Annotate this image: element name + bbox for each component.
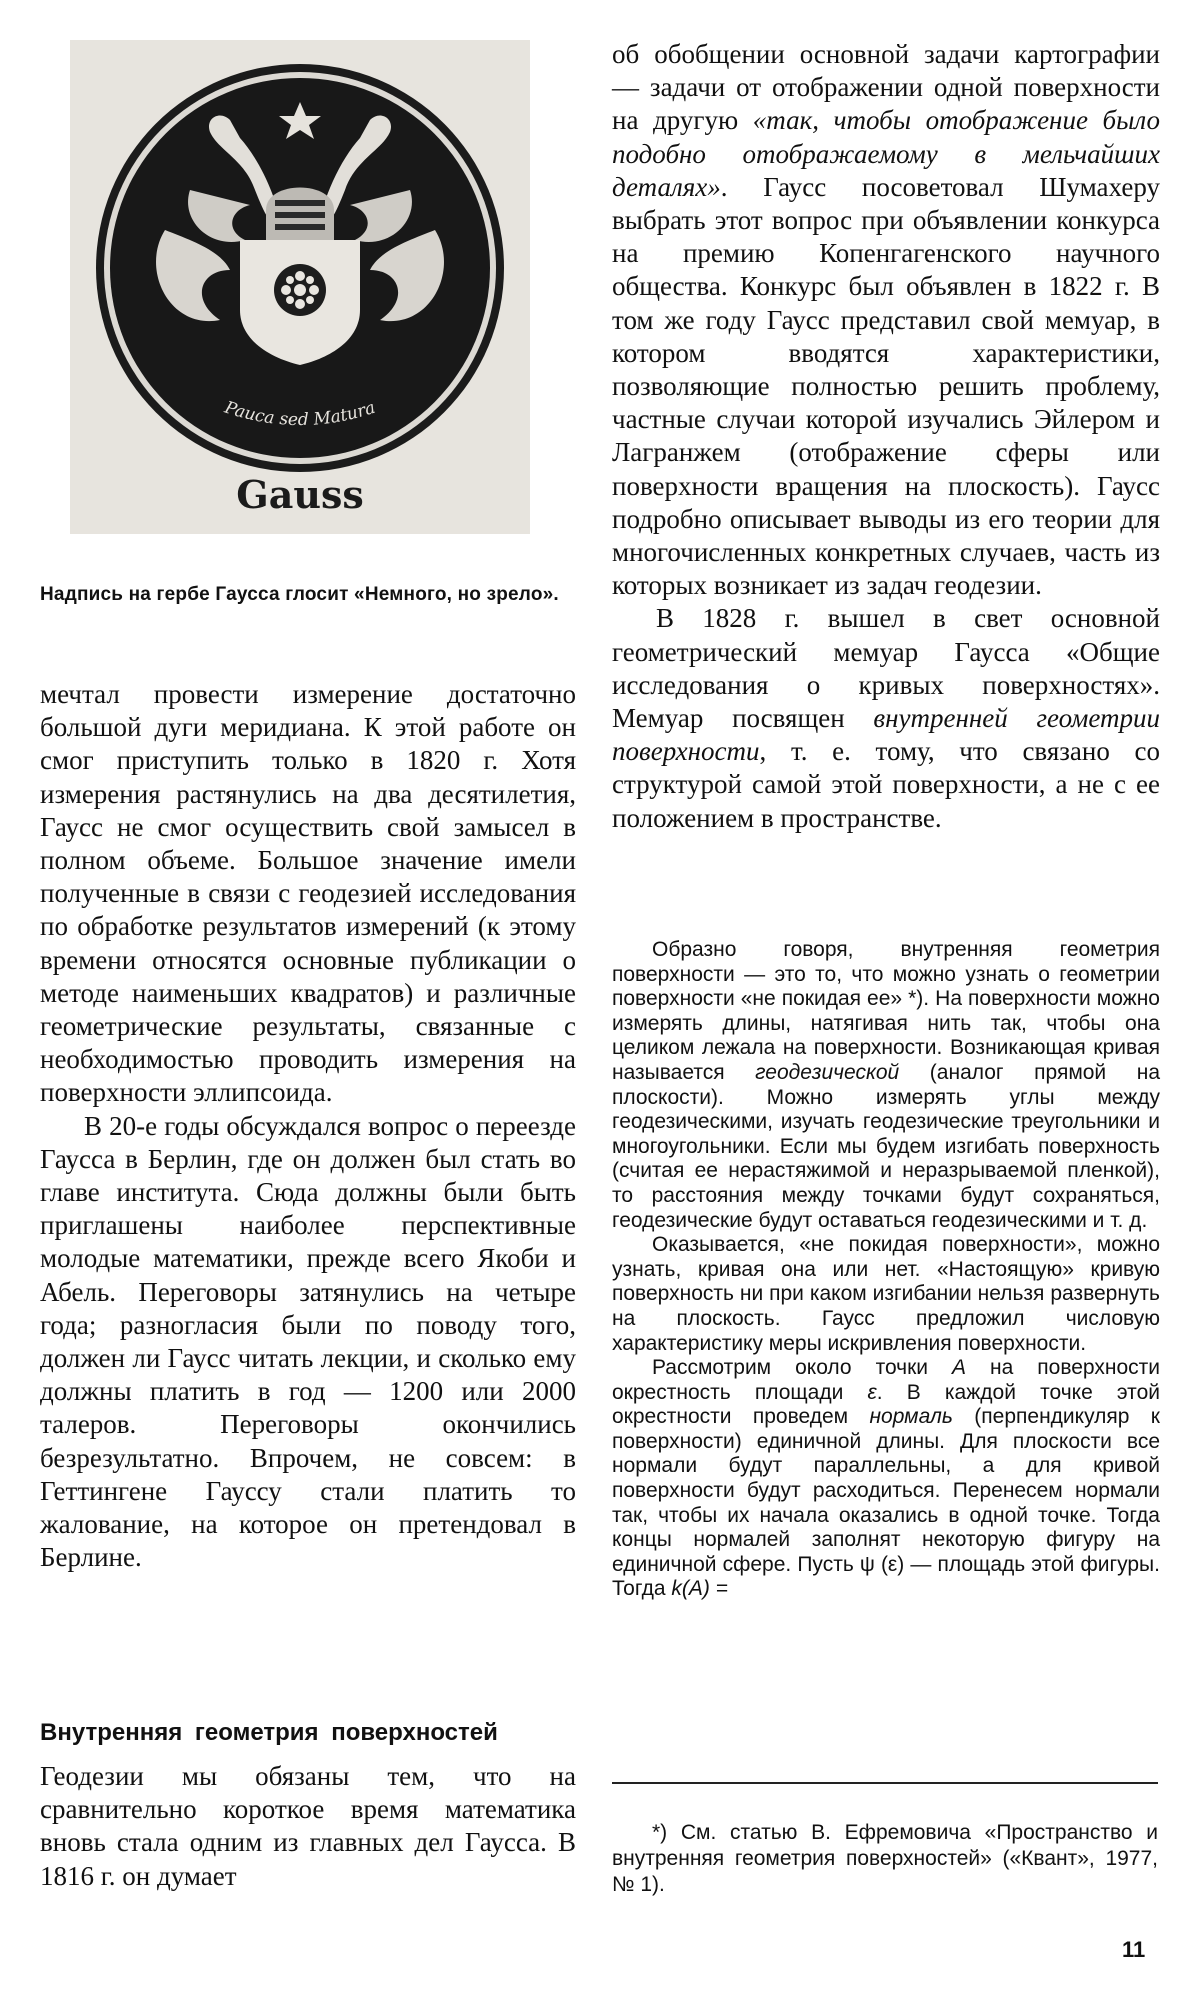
- page-number: 11: [1122, 1937, 1146, 1962]
- footnote-text: *) См. статью В. Ефремовича «Пространство и внутренняя геометрия поверхностей» («Квант», 1977, № 1).: [612, 1821, 1158, 1896]
- right-p1-start: об обобщении основной задачи картографии — задачи от отображении одной поверхности на другую: [612, 39, 1160, 136]
- small-paragraph-2: Оказывается, «не покидая поверхности», можно узнать, кривая она или нет. «Настоящую» кривую поверхность ни при каком изгибании нельзя развернуть на плоскость. Гаусс предложил числовую характеристику меры искривления поверхности.: [612, 1233, 1160, 1355]
- right-paragraph-2: [612, 602, 1160, 834]
- small-p3-b: на поверхности окрестность площади: [612, 1356, 1160, 1404]
- right-paragraph-1: [612, 38, 1160, 602]
- small-p3-eps: ε: [867, 1380, 877, 1404]
- coat-of-arms-image: [70, 40, 530, 534]
- right-column-small-text: [612, 938, 1160, 1602]
- right-p2-start: В 1828 г. вышел в свет основной геометрический мемуар Гаусса «Общие исследования о кривых поверхностях». Мемуар посвящен: [612, 603, 1160, 734]
- right-column-text: [612, 38, 1160, 835]
- footnote-divider: [612, 1782, 1158, 1784]
- left-paragraph-2: В 20-е годы обсуждался вопрос о переезде Гаусса в Берлин, где он должен был стать во главе института. Сюда должны были быть приглашены наиболее перспективные молодые математики, прежде всего Якоби и Абель. Переговоры затянулись на четыре года; разногласия были по поводу того, должен ли Гаусс читать лекции, и сколько ему должны платить в год — 1200 или 2000 талеров. Переговоры окончились безрезультатно. Впрочем, не совсем: в Геттингене Гауссу стали платить то жалование, на которое он претендовал в Берлине.: [40, 1110, 576, 1573]
- right-p2-term: внутренней геометрии поверхности: [612, 703, 1160, 767]
- left-paragraph-3: Геодезии мы обязаны тем, что на сравнительно короткое время математика вновь стала одним из главных дел Гаусса. В 1816 г. он думает: [40, 1761, 576, 1891]
- small-p1-rest: (аналог прямой на плоскости). Можно измерять углы между геодезическими, изучать геодезические треугольники и многоугольники. Если мы будем изгибать поверхность (считая ее нерастяжимой и неразрываемой пленкой), то расстояния между точками будут сохраняться, геодезические будут оставаться геодезическими и т. д.: [612, 1060, 1161, 1232]
- gauss-signature: Gauss: [236, 472, 364, 517]
- small-p3-d: (перпендикуляр к поверхности) единичной длины. Для плоскости все нормали будут параллельны, а для кривой поверхности будут расходиться. Перенесем нормали так, чтобы их начала оказались в одной точке. Тогда концы нормалей заполнят некоторую фигуру на единичной сфере. Пусть ψ (ε) — площадь этой фигуры. Тогда: [612, 1405, 1160, 1601]
- small-p3-point: A: [952, 1356, 967, 1380]
- right-p1-quote: «так, чтобы отображение было подобно отображаемому в мельчайших деталях»: [612, 105, 1161, 202]
- figure-caption: Надпись на гербе Гаусса глосит «Немного, но зрело».: [40, 584, 559, 605]
- small-paragraph-1: [612, 938, 1160, 1233]
- coat-of-arms-drawing: [70, 40, 530, 534]
- small-p3-formula: k(A) =: [671, 1577, 728, 1601]
- left-column-text: [40, 678, 576, 1574]
- small-p1-term: геодезической: [755, 1060, 900, 1084]
- small-p3-a: Рассмотрим около точки: [652, 1356, 953, 1380]
- left-paragraph-1: мечтал провести измерение достаточно большой дуги меридиана. К этой работе он смог приступить только в 1820 г. Хотя измерения растянулись на два десятилетия, Гаусс не смог осуществить свой замысел в полном объеме. Большое значение имели полученные в связи с геодезией исследования по обработке результатов измерений (к этому времени относятся основные публикации о методе наименьших квадратов) и различные геометрические результаты, связанные с необходимостью проводить измерения на поверхности эллипсоида.: [40, 679, 576, 1108]
- right-p2-rest: , т. е. тому, что связано со структурой самой этой поверхности, а не с ее положением в пространстве.: [612, 736, 1160, 833]
- motto-text: Pauca sed Matura: [222, 397, 378, 431]
- small-p3-term: нормаль: [869, 1405, 953, 1429]
- right-p1-rest: . Гаусс посоветовал Шумахеру выбрать этот вопрос при объявлении конкурса на премию Копенгагенского научного общества. Конкурс был объявлен в 1822 г. В том же году Гаусс представил свой мемуар, в котором вводятся характеристики, позволяющие полностью решить проблему, частные случаи которой изучались Эйлером и Лагранжем (отображение сферы или поверхности вращения на плоскость). Гаусс подробно описывает выводы из его теории для многочисленных конкретных случаев, часть из которых возникает из задач геодезии.: [612, 171, 1160, 601]
- small-paragraph-3: [612, 1356, 1160, 1602]
- small-p1-start: Образно говоря, внутренняя геометрия поверхности — это то, что можно узнать о геометрии поверхности «не покидая ее» *). На поверхности можно измерять длины, натягивая нить так, чтобы она целиком лежала на поверхности. Возникающая кривая называется: [612, 938, 1160, 1084]
- left-column-text-bottom: [40, 1760, 576, 1893]
- section-heading: Внутренняя геометрия поверхностей: [40, 1719, 498, 1746]
- small-p3-c: . В каждой точке этой окрестности проведем: [612, 1380, 1160, 1429]
- footnote: [612, 1820, 1158, 1898]
